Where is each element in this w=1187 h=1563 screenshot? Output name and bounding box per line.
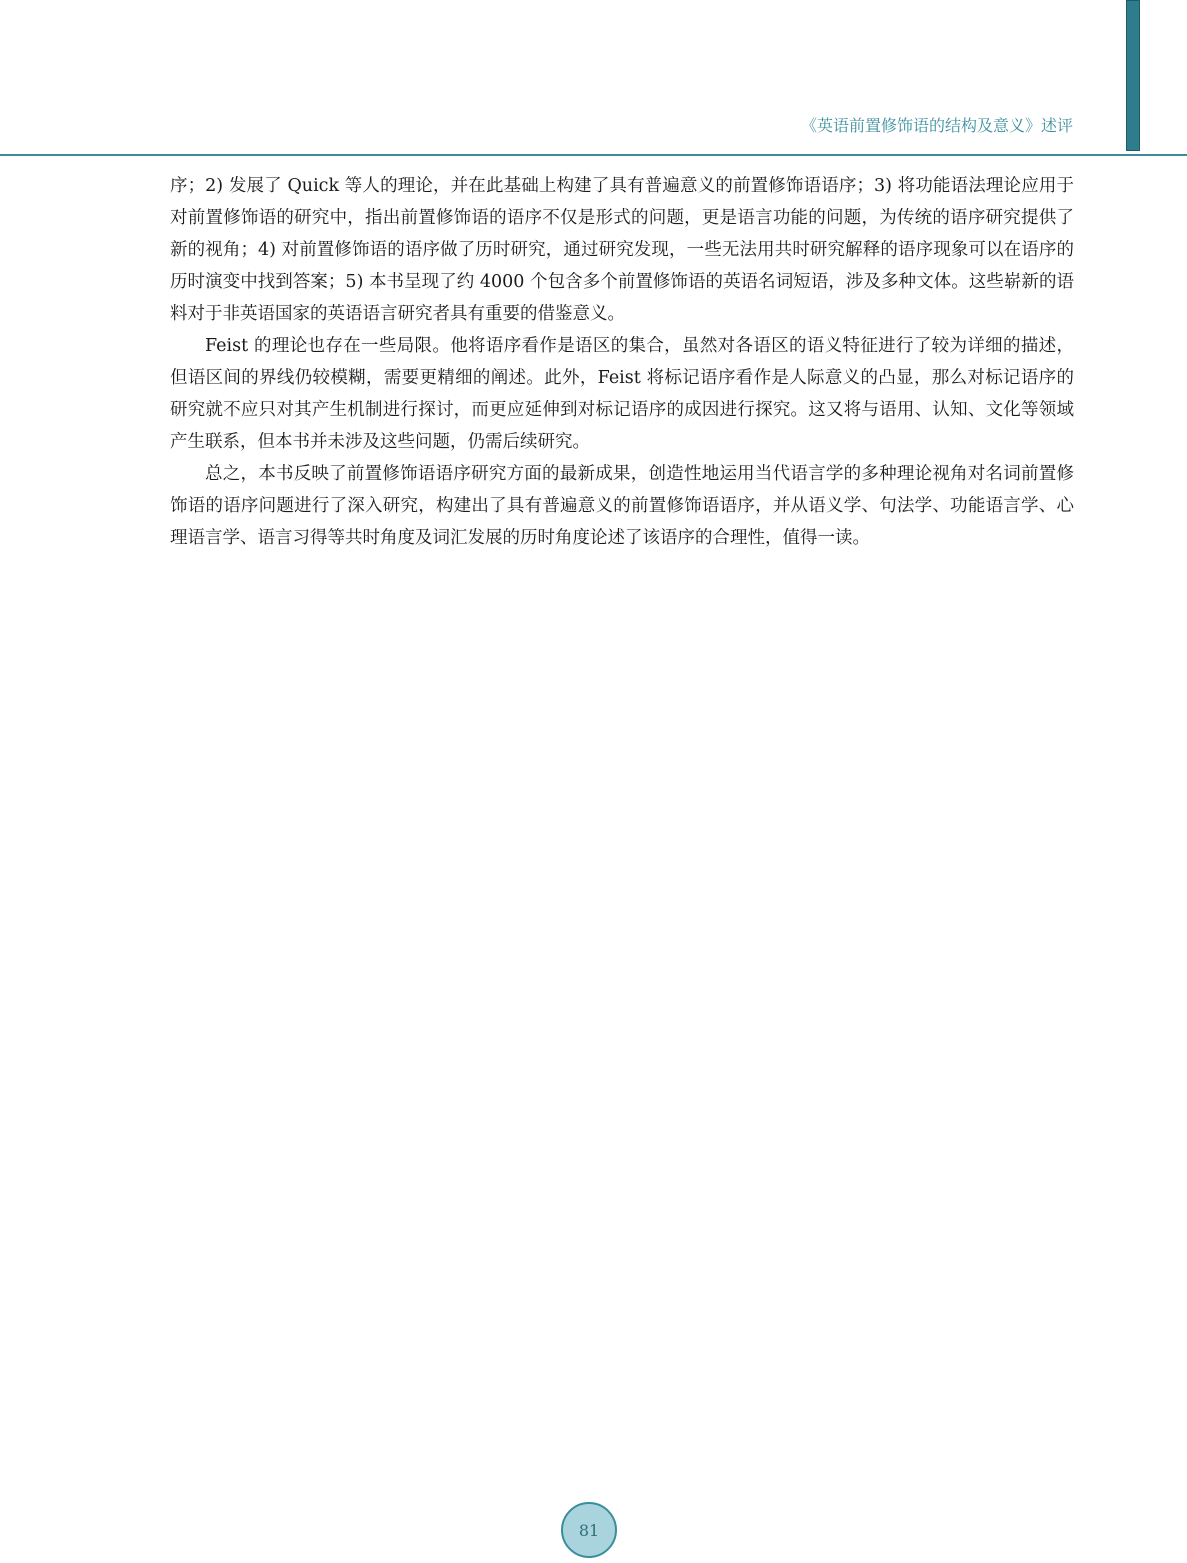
- page-number-badge: [561, 1502, 617, 1558]
- page-edge-tab: [1126, 0, 1140, 151]
- paragraph-continued: 序；2) 发展了 Quick 等人的理论，并在此基础上构建了具有普遍意义的前置修饰语语序；3) 将功能语法理论应用于对前置修饰语的研究中，指出前置修饰语的语序不仅是形式的问题，更是语言功能的问题，为传统的语序研究提供了新的视角；4) 对前置修饰语的语序做了历时研究，通过研究发现，一些无法用共时研究解释的语序现象可以在语序的历时演变中找到答案；5) 本书呈现了约 4000 个包含多个前置修饰语的英语名词短语，涉及多种文体。这些崭新的语料对于非英语国家的英语语言研究者具有重要的借鉴意义。: [170, 176, 1074, 324]
- header-divider: [0, 154, 1187, 156]
- paragraph-limitations: Feist 的理论也存在一些局限。他将语序看作是语区的集合，虽然对各语区的语义特征进行了较为详细的描述，但语区间的界线仍较模糊，需要更精细的阐述。此外，Feist 将标记语序看作是人际意义的凸显，那么对标记语序的研究就不应只对其产生机制进行探讨，而更应延伸到对标记语序的成因进行探究。这又将与语用、认知、文化等领域产生联系，但本书并未涉及这些问题，仍需后续研究。: [170, 336, 1074, 452]
- page-number: 81: [578, 1520, 600, 1540]
- running-header-title: 《英语前置修饰语的结构及意义》述评: [800, 116, 1073, 135]
- paragraph-conclusion: 总之，本书反映了前置修饰语语序研究方面的最新成果，创造性地运用当代语言学的多种理论视角对名词前置修饰语的语序问题进行了深入研究，构建出了具有普遍意义的前置修饰语语序，并从语义学、句法学、功能语言学、心理语言学、语言习得等共时角度及词汇发展的历时角度论述了该语序的合理性，值得一读。: [170, 464, 1074, 548]
- body-text: [170, 170, 1074, 554]
